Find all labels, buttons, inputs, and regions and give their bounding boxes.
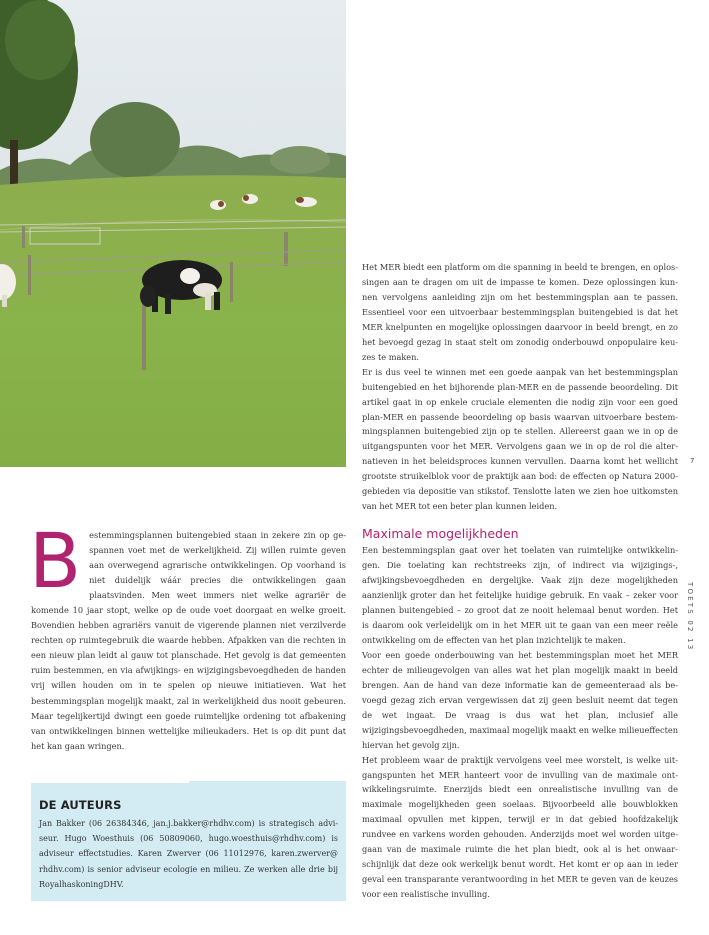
magazine-issue-label: TOETS 02 13 <box>686 582 694 652</box>
box-divider <box>31 781 189 783</box>
paragraph: Het probleem waar de praktijk vervolgens veel mee worstelt, is welke uitgangspunten het MER hanteert voor de invulling van de maximale ontwikkelingsruimte. Enerzijds biedt een onrealistische invulling van de maximale mogelijkheden geen soelaas. Bijvoorbeeld alle bouwblokken maximaal opvullen met kippen, terwijl er in dat gebied hoofdzakelijk rundvee en varkens worden gehouden. Anderzijds moet wel worden uitgegaan van de maximale ruimte die het plan biedt, ook al is het onwaarschijnlijk dat deze ook werkelijk benut wordt. Het komt er op aan in ieder geval een transparante verantwoording in het MER te geven van de keuzes voor een realistische invulling. <box>362 754 678 900</box>
cows-in-meadow-photo <box>0 0 346 467</box>
drop-cap: B <box>29 516 82 605</box>
paragraph: Voor een goede onderbouwing van het bestemmingsplan moet het MER echter de milieugevolgen van alles wat het plan mogelijk maakt in beeld brengen. Aan de hand van deze informatie kan de gemeenteraad als bevoegd gezag zich ervan vergewissen dat zij geen besluit neemt dat tegen de wet ingaat. De vraag is dus wat het plan, inclusief alle wijzigingsbevoegdheden, maximaal mogelijk maakt en welke milieueffecten hiervan het gevolg zijn. <box>362 649 678 750</box>
paragraph: Er is dus veel te winnen met een goede aanpak van het bestemmingsplan buitengebied en het bijhorende plan-MER en de passende beoordeling. Dit artikel gaat in op enkele cruciale elementen die nodig zijn voor een goed plan-MER en passende beoordeling op basis waarvan uitvoerbare bestemmingsplannen buitengebied zijn op te stellen. Allereerst gaan we in op de uitgangspunten voor het MER. Vervolgens gaan we in op de rol die alternatieven in het beleidsproces kunnen vervullen. Daarna komt het wellicht grootste struikelblok voor de praktijk aan bod: de effecten op Natura 2000-gebieden via depositie van stikstof. Tenslotte laten we zien hoe uitkomsten van het MER tot een beter plan kunnen leiden. <box>362 366 678 512</box>
left-column <box>29 516 346 754</box>
paragraph: Het MER biedt een platform om die spanning in beeld te brengen, en oplossingen aan te dragen om uit de impasse te komen. Deze oplossingen kunnen vervolgens aanleiding zijn om het bestemmingsplan aan te passen. Essentieel voor een uitvoerbaar bestemmingsplan buitengebied is dat het MER knelpunten en mogelijke oplossingen daarvoor in beeld brengt, en zo het bevoegd gezag in staat stelt om zonodig onderbouwd onpopulaire keuzes te maken. <box>362 262 678 362</box>
paragraph: Een bestemmingsplan gaat over het toelaten van ruimtelijke ontwikkelingen. Die toelating kan rechtstreeks zijn, of indirect via wijzigings-, afwijkingsbevoegdheden en dergelijke. Vaak zijn deze mogelijkheden aanzienlijk groter dan het feitelijke huidige gebruik. En vaak – zeker voor plannen buitengebied – zo groot dat ze nooit helemaal benut worden. Het is daarom ook verleidelijk om in het MER uit te gaan van een meer reële ontwikkeling om de effecten van het plan inzichtelijk te maken. <box>362 545 678 645</box>
authors-title: DE AUTEURS <box>39 798 122 812</box>
right-column <box>362 260 678 902</box>
authors-box <box>31 781 346 901</box>
page-number: 7 <box>690 457 695 465</box>
intro-paragraph: estemmingsplannen buitengebied staan in zekere zin op gespannen voet met de werkelijkheid. Zij willen ruimte geven aan overwegend agrarische ontwikkelingen. Op voorhand is niet duidelijk wáár precies die ontwikkelingen gaan plaatsvinden. Men weet immers niet welke agrariër de komende 10 jaar stopt, welke op de oude voet doorgaat en welke groeit. Bovendien hebben agrariërs vanuit de vigerende plannen niet verzilverde rechten op ruimtegebruik die waarde hebben. Afpakken van die rechten in een nieuw plan leidt al gauw tot planschade. Het gevolg is dat gemeenten ruim bestemmen, en via afwijkings- en wijzigingsbevoegdheden de handen vrij willen houden om in te spelen op nieuwe initiatieven. Wat het bestemmingsplan mogelijk maakt, zal in werkelijkheid dus nooit gebeuren. Maar tegelijkertijd dwingt een goede ruimtelijke ordening tot afbakening van ontwikkelingen binnen wettelijke milieukaders. Het is op dit punt dat het kan gaan wringen. <box>31 530 346 751</box>
authors-text: Jan Bakker (06 26384346, jan.j.bakker@rhdhv.com) is strategisch adviseur. Hugo Woesthuis (06 50809060, hugo.woesthuis@rhdhv.com) is adviseur effectstudies. Karen Zwerver (06 11012976, karen.zwerver@ rhdhv.com) is senior adviseur ecologie en milieu. Ze werken alle drie bij RoyalhaskoningDHV. <box>39 819 338 889</box>
section-heading: Maximale mogelijkheden <box>362 526 519 542</box>
